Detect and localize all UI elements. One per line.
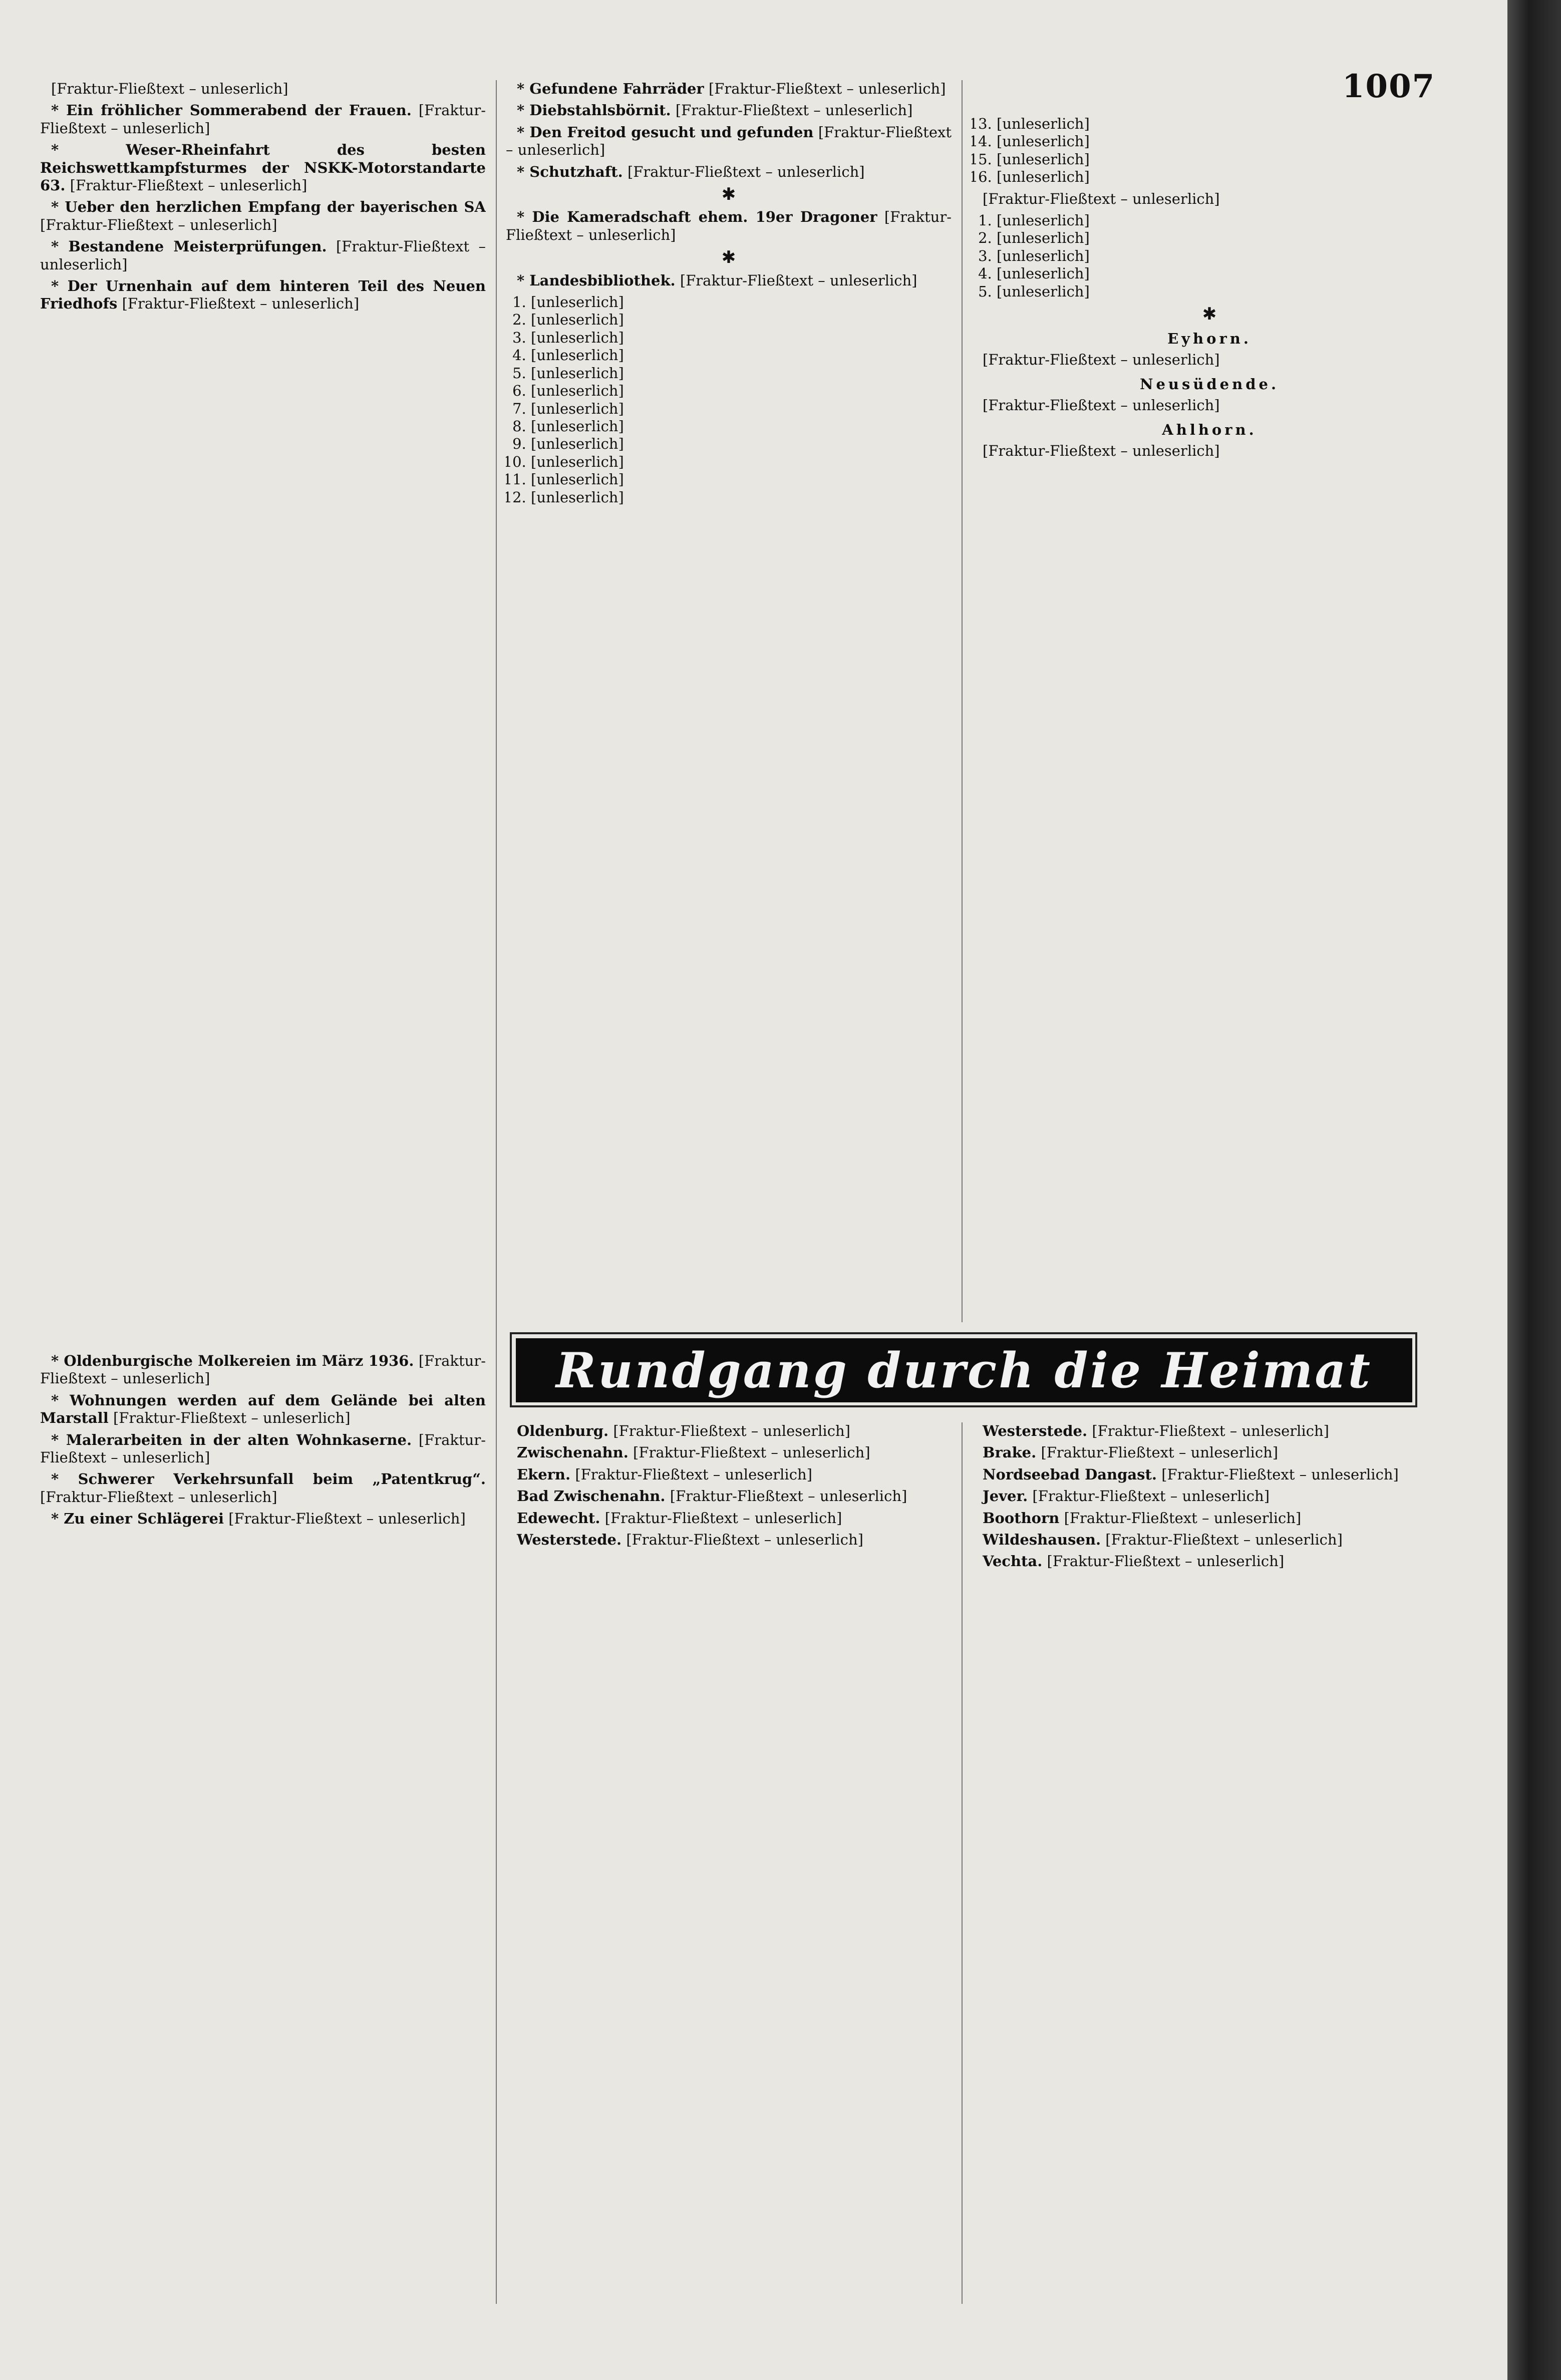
column-rule [496, 80, 497, 2304]
article: * Schutzhaft. [Fraktur-Fließtext – unleserlich] [517, 163, 865, 180]
article: * Der Urnenhain auf dem hinteren Teil des Neuen Friedhofs [Fraktur-Fließtext – unleserlich] [40, 277, 486, 313]
article: [Fraktur-Fließtext – unleserlich] [983, 351, 1220, 368]
list-item: 2. [unleserlich] [997, 229, 1447, 247]
article: * Schwerer Verkehrsunfall beim „Patentkrug“. [Fraktur-Fließtext – unleserlich] [40, 1470, 486, 1506]
article: * Wohnungen werden auf dem Gelände bei alten Marstall [Fraktur-Fließtext – unleserlich] [40, 1391, 486, 1427]
article: * Diebstahlsbörnit. [Fraktur-Fließtext – unleserlich] [517, 102, 913, 119]
list-item: 13. [unleserlich] [997, 115, 1447, 133]
list-item: 7. [unleserlich] [531, 400, 952, 418]
article: Westerstede. [Fraktur-Fließtext – unleserlich] [983, 1422, 1329, 1439]
column-rule [962, 80, 963, 1322]
upper-column-1 [40, 80, 486, 1342]
column-rule [962, 1422, 963, 2304]
article: Brake. [Fraktur-Fließtext – unleserlich] [983, 1444, 1279, 1461]
section-separator: ✱ [721, 184, 736, 205]
article: [Fraktur-Fließtext – unleserlich] [983, 396, 1220, 414]
article: Zwischenahn. [Fraktur-Fließtext – unleserlich] [517, 1444, 870, 1461]
list-item: 11. [unleserlich] [531, 471, 952, 488]
article: Ekern. [Fraktur-Fließtext – unleserlich] [517, 1465, 812, 1483]
article: Boothorn [Fraktur-Fließtext – unleserlich] [983, 1509, 1302, 1527]
article: * Gefundene Fahrräder [Fraktur-Fließtext – unleserlich] [517, 80, 946, 97]
article: Edewecht. [Fraktur-Fließtext – unleserlich] [517, 1509, 842, 1527]
article: * Ueber den herzlichen Empfang der bayerischen SA [Fraktur-Fließtext – unleserlich] [40, 198, 486, 233]
list-item: 14. [unleserlich] [997, 133, 1447, 150]
article: Nordseebad Dangast. [Fraktur-Fließtext – unleserlich] [983, 1465, 1399, 1483]
article: * Oldenburgische Molkereien im März 1936. [Fraktur-Fließtext – unleserlich] [40, 1352, 486, 1387]
section-separator: ✱ [721, 247, 736, 268]
lower-column-2 [506, 1422, 947, 2304]
article: Westerstede. [Fraktur-Fließtext – unleserlich] [517, 1531, 863, 1549]
section-banner [516, 1338, 1412, 1402]
banner-title: Rundgang durch die Heimat [556, 1342, 1372, 1399]
list-item: 4. [unleserlich] [531, 347, 952, 364]
article: * Zu einer Schlägerei [Fraktur-Fließtext – unleserlich] [51, 1510, 466, 1528]
article: Oldenburg. [Fraktur-Fließtext – unleserlich] [517, 1422, 850, 1439]
article: Vechta. [Fraktur-Fließtext – unleserlich] [983, 1553, 1285, 1570]
article: * Weser-Rheinfahrt des besten Reichswettkampfsturmes der NSKK-Motorstandarte 63. [Fraktur-Fließtext – unleserlich] [40, 141, 486, 194]
list-item: 8. [unleserlich] [531, 418, 952, 435]
upper-column-2 [506, 80, 952, 1322]
article: * Den Freitod gesucht und gefunden [Fraktur-Fließtext – unleserlich] [506, 123, 952, 159]
article: Jever. [Fraktur-Fließtext – unleserlich] [983, 1488, 1270, 1505]
page-number: 1007 [1342, 68, 1436, 105]
article: [Fraktur-Fließtext – unleserlich] [983, 190, 1220, 207]
list-item: 9. [unleserlich] [531, 435, 952, 453]
section-heading: Eyhorn. [1167, 330, 1252, 348]
article: * Die Kameradschaft ehem. 19er Dragoner [Fraktur-Fließtext – unleserlich] [506, 208, 952, 243]
article: * Malerarbeiten in der alten Wohnkaserne. [Fraktur-Fließtext – unleserlich] [40, 1431, 486, 1466]
list-item: 5. [unleserlich] [997, 283, 1447, 301]
list-item: 16. [unleserlich] [997, 168, 1447, 186]
scan-edge [1507, 0, 1561, 2380]
list-item: 3. [unleserlich] [531, 329, 952, 347]
list-item: 1. [unleserlich] [997, 212, 1447, 229]
article: * Ein fröhlicher Sommerabend der Frauen. [Fraktur-Fließtext – unleserlich] [40, 102, 486, 137]
list-item: 5. [unleserlich] [531, 365, 952, 382]
article: [Fraktur-Fließtext – unleserlich] [51, 80, 288, 97]
article: Bad Zwischenahn. [Fraktur-Fließtext – unleserlich] [517, 1488, 907, 1505]
section-heading: Ahlhorn. [1162, 421, 1257, 439]
lower-column-3 [972, 1422, 1447, 2304]
list-item: 2. [unleserlich] [531, 311, 952, 329]
lower-column-1 [40, 1352, 486, 2304]
book-list [506, 293, 952, 506]
book-list-2 [972, 212, 1447, 301]
list-item: 10. [unleserlich] [531, 453, 952, 471]
book-list-continued [972, 115, 1447, 186]
list-item: 6. [unleserlich] [531, 382, 952, 400]
article: * Landesbibliothek. [Fraktur-Fließtext – unleserlich] [517, 271, 917, 289]
list-item: 12. [unleserlich] [531, 489, 952, 506]
article: * Bestandene Meisterprüfungen. [Fraktur-Fließtext – unleserlich] [40, 238, 486, 273]
list-item: 15. [unleserlich] [997, 151, 1447, 168]
list-item: 3. [unleserlich] [997, 247, 1447, 265]
upper-column-3 [972, 115, 1447, 1322]
section-heading: Neusüdende. [1139, 376, 1280, 393]
article: [Fraktur-Fließtext – unleserlich] [983, 442, 1220, 459]
list-item: 4. [unleserlich] [997, 265, 1447, 282]
article: Wildeshausen. [Fraktur-Fließtext – unleserlich] [983, 1531, 1343, 1549]
section-separator: ✱ [1202, 304, 1217, 325]
list-item: 1. [unleserlich] [531, 293, 952, 311]
